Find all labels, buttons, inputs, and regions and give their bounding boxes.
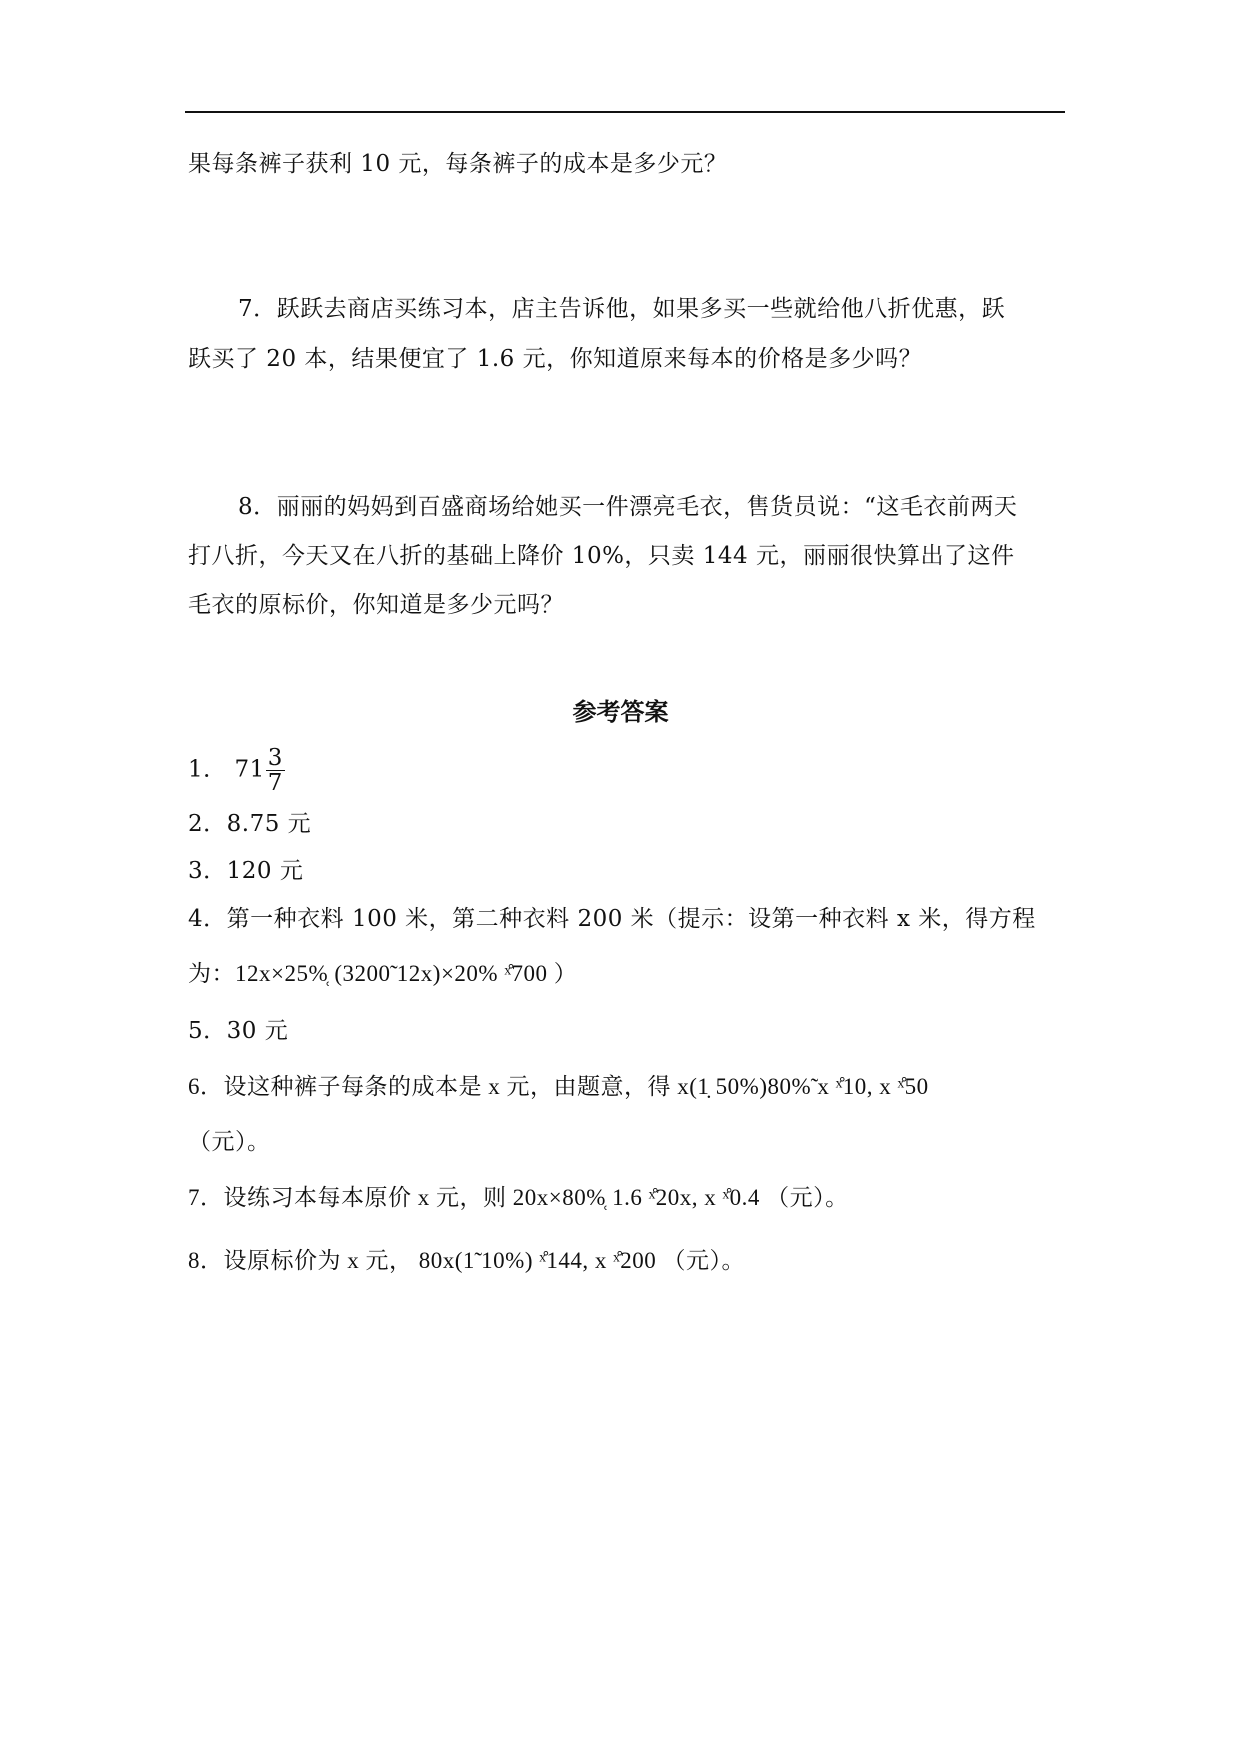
answer-4-line-2: 为：12x×25%̜ (3200̃ 12x)×20% ˣ̊700 ） [188,961,578,986]
answer-6-line-2: （元）。 [188,1129,271,1155]
answer-4-line-1: 4．第一种衣料 100 米，第二种衣料 200 米（提示：设第一种衣料 x 米，得方程 [188,906,1036,932]
answer-1-numerator: 3 [267,745,283,771]
answer-2: 2．8.75 元 [188,811,312,837]
answer-1-prefix: 1． 71 [188,756,265,783]
header-rule [185,111,1065,113]
question-8-line-3: 毛衣的原标价，你知道是多少元吗？ [188,592,564,618]
answer-1-fraction [266,746,285,795]
question-8-line-1: 8．丽丽的妈妈到百盛商场给她买一件漂亮毛衣，售货员说：“这毛衣前两天 [238,494,1018,520]
answer-7: 7．设练习本每本原价 x 元，则 20x×80%̜ 1.6 ˣ̊20x, x ˣ̊0.4 （元）。 [188,1185,849,1210]
answer-1-denominator: 7 [267,770,283,796]
answers-title: 参考答案 [572,698,669,726]
answer-6-line-1: 6．设这种裤子每条的成本是 x 元，由题意，得 x(1̣ 50%)80%̃ x ˣ̊10, x ˣ̊50 [188,1074,929,1099]
answer-1 [188,746,285,795]
answer-8: 8．设原标价为 x 元， 80x(1̃ 10%) ˣ̊144, x ˣ̊200 （元）。 [188,1248,746,1273]
question-7-line-2: 跃买了 20 本，结果便宜了 1.6 元，你知道原来每本的价格是多少吗？ [188,346,923,372]
question-8-line-2: 打八折，今天又在八折的基础上降价 10%，只卖 144 元，丽丽很快算出了这件 [188,543,1015,569]
answer-5: 5．30 元 [188,1018,289,1044]
question-6-continuation: 果每条裤子获利 10 元，每条裤子的成本是多少元？ [188,151,728,177]
answer-3: 3．120 元 [188,858,304,884]
question-7-line-1: 7．跃跃去商店买练习本，店主告诉他，如果多买一些就给他八折优惠，跃 [238,296,1006,322]
